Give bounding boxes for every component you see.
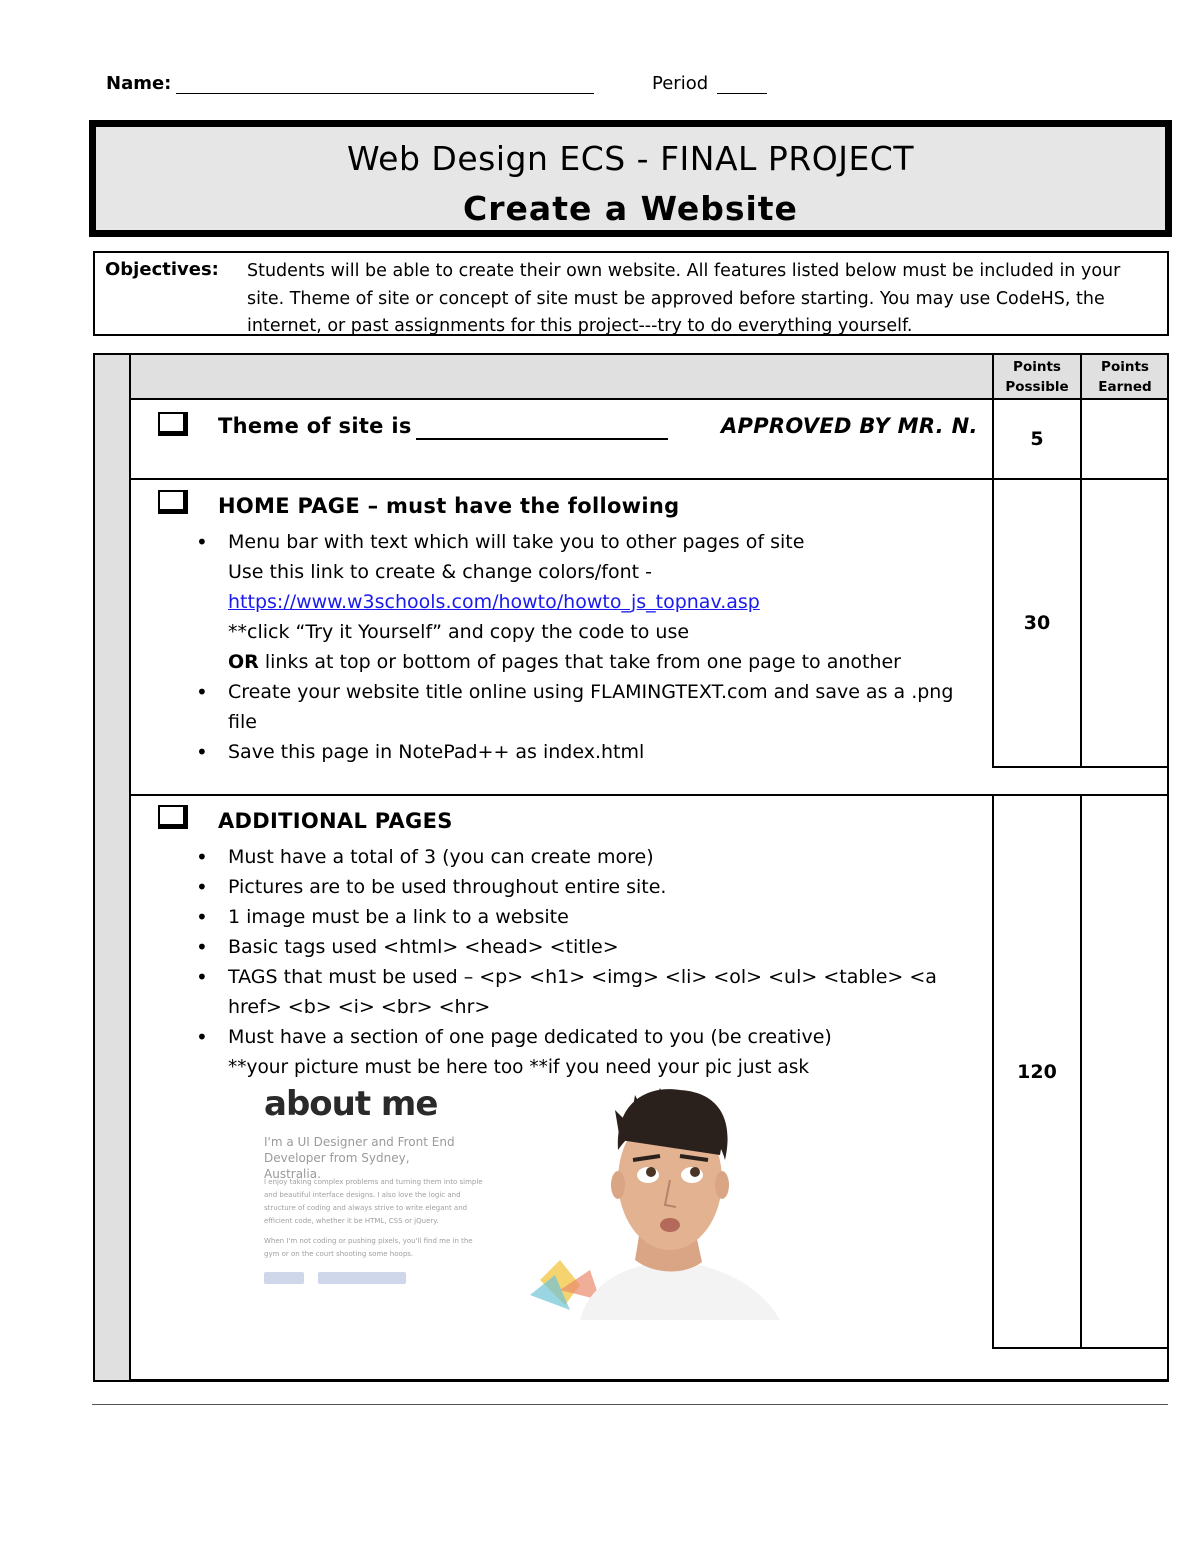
row-divider (992, 1347, 1167, 1349)
objectives-text: Students will be able to create their own website. All features listed below must be included in your site. Theme of site or concept of site must be approved before starting. You may use CodeHS, the internet, or past assignments for this project---try to do everything yourself. (247, 261, 1121, 336)
row-theme-title: Theme of site is (218, 414, 412, 438)
checkbox-icon[interactable] (158, 490, 188, 514)
list-item: • Save this page in NotePad++ as index.html (196, 737, 976, 767)
title-box (89, 120, 1172, 237)
list-item: • Create your website title online using FLAMINGTEXT.com and save as a .png file (196, 677, 976, 737)
objectives-label: Objectives: (105, 259, 219, 280)
period-blank-line (717, 93, 767, 94)
additional-bullets (196, 842, 976, 1052)
list-item: • Menu bar with text which will take you to other pages of site Use this link to create & change colors/font - https://www.w3schools.com/howto/howto_js_topnav.asp **click “Try it Yourself” and copy the code to use OR links at top or bottom of pages that take from one page to another (196, 527, 976, 677)
picture-note: **your picture must be here too **if you need your pic just ask (228, 1057, 810, 1078)
about-me-subtitle: I'm a UI Designer and Front End Developer from Sydney, Australia. (264, 1135, 455, 1181)
period-label: Period (652, 73, 709, 94)
about-me-example-image (250, 1080, 810, 1320)
checkbox-icon[interactable] (158, 805, 188, 829)
w3schools-link[interactable]: https://www.w3schools.com/howto/howto_js_topnav.asp (228, 591, 760, 613)
table-left-band (95, 355, 131, 1380)
name-blank-line (176, 93, 594, 94)
project-subtitle: Create a Website (463, 189, 798, 228)
approved-label: APPROVED BY MR. N. (721, 414, 978, 438)
objectives-box (93, 251, 1169, 336)
list-item: • Pictures are to be used throughout entire site. (196, 872, 976, 902)
name-label: Name: (106, 73, 172, 94)
col-divider (992, 355, 994, 767)
points-theme: 5 (1030, 428, 1044, 450)
header-points-earned: Points Earned (1098, 359, 1152, 395)
header-points-possible: Points Possible (1005, 359, 1069, 395)
bottom-rule (92, 1404, 1168, 1405)
portrait-illustration (520, 1080, 810, 1320)
row-divider (992, 766, 1167, 768)
home-bullets (196, 527, 976, 767)
project-title: Web Design ECS - FINAL PROJECT (346, 139, 915, 178)
checkbox-icon[interactable] (158, 412, 188, 436)
col-divider (1080, 355, 1082, 767)
like-button-icon (264, 1272, 304, 1284)
row-additional-title: ADDITIONAL PAGES (218, 809, 453, 833)
points-home: 30 (1023, 612, 1051, 634)
list-item: • Basic tags used <html> <head> <title> (196, 932, 976, 962)
row-divider (131, 794, 1167, 796)
row-home-title: HOME PAGE – must have the following (218, 494, 680, 518)
list-item: • TAGS that must be used – <p> <h1> <img> <li> <ol> <ul> <table> <a href> <b> <i> <br> <hr> (196, 962, 976, 1022)
about-me-body-2: When I'm not coding or pushing pixels, you'll find me in the gym or on the court shooting some hoops. (264, 1237, 473, 1258)
follow-button-icon (318, 1272, 406, 1284)
about-me-heading: about me (264, 1084, 438, 1124)
about-me-body: I enjoy taking complex problems and turning them into simple and beautiful interface designs. I also love the logic and structure of coding and always strive to write elegant and efficient code, whether it be HTML, CSS or jQuery. (264, 1178, 483, 1225)
list-item: • Must have a total of 3 (you can create more) (196, 842, 976, 872)
list-item: • Must have a section of one page dedicated to you (be creative) (196, 1022, 976, 1052)
row-divider (131, 478, 1167, 480)
list-item: • 1 image must be a link to a website (196, 902, 976, 932)
points-additional: 120 (1017, 1061, 1057, 1083)
theme-blank-line (416, 438, 668, 440)
